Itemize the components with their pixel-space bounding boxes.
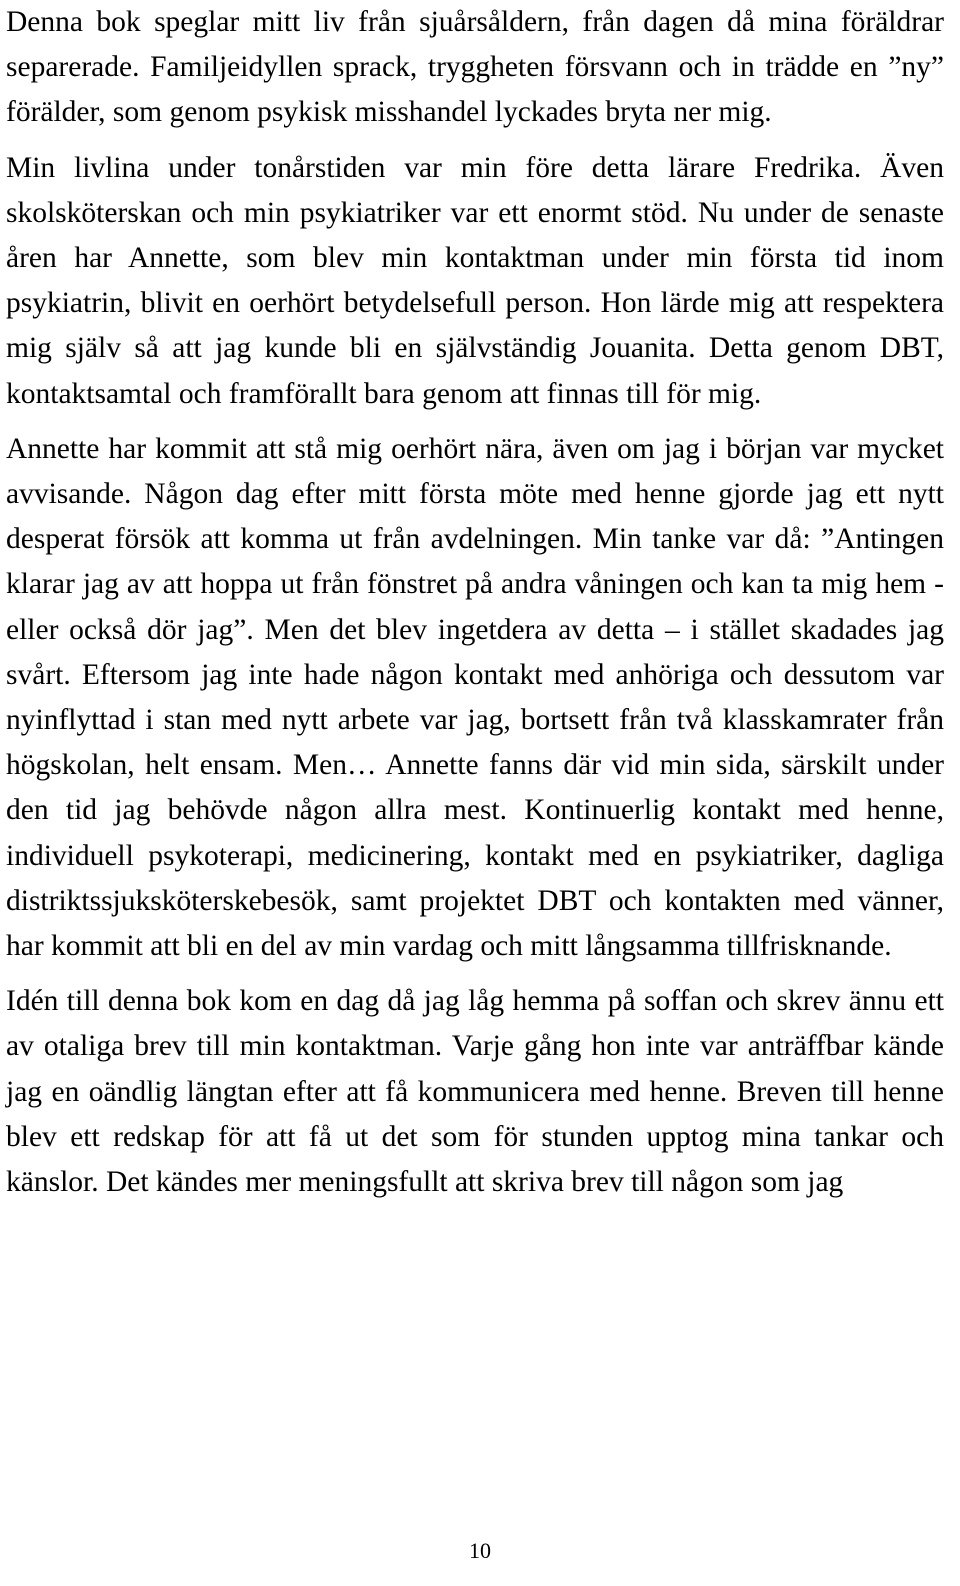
body-paragraph-1: Denna bok speglar mitt liv från sjuårsåldern, från dagen då mina föräldrar separerade. Familjeidyllen sprack, tryggheten försvann och in trädde en ”ny” förälder, som genom psykisk misshandel lyckades bryta ner mig. [6, 6, 944, 129]
document-page [6, 0, 944, 1205]
page-number: 10 [469, 1538, 491, 1563]
body-paragraph-3: Annette har kommit att stå mig oerhört nära, även om jag i början var mycket avvisande. Någon dag efter mitt första möte med henne gjorde jag ett nytt desperat försök att komma ut från avdelningen. Min tanke var då: ”Antingen klarar jag av att hoppa ut från fönstret på andra våningen och kan ta mig hem - eller också dör jag”. Men det blev ingetdera av detta – i stället skadades jag svårt. Eftersom jag inte hade någon kontakt med anhöriga och dessutom var nyinflyttad i stan med nytt arbete var jag, bortsett från två klasskamrater från högskolan, helt ensam. Men… Annette fanns där vid min sida, särskilt under den tid jag behövde någon allra mest. Kontinuerlig kontakt med henne, individuell psykoterapi, medicinering, kontakt med en psykiatriker, dagliga distriktssjuksköterskebesök, samt projektet DBT och kontakten med vänner, har kommit att bli en del av min vardag och mitt långsamma tillfrisknande. [6, 432, 944, 963]
body-paragraph-4: Idén till denna bok kom en dag då jag låg hemma på soffan och skrev ännu ett av otaliga brev till min kontaktman. Varje gång hon inte var anträffbar kände jag en oändlig längtan efter att få kommunicera med henne. Breven till henne blev ett redskap för att få ut det som för stunden upptog mina tankar och känslor. Det kändes mer meningsfullt att skriva brev till någon som jag [6, 985, 944, 1199]
body-paragraph-2: Min livlina under tonårstiden var min före detta lärare Fredrika. Även skolsköterskan och min psykiatriker var ett enormt stöd. Nu under de senaste åren har Annette, som blev min kontaktman under min första tid inom psykiatrin, blivit en oerhört betydelsefull person. Hon lärde mig att respektera mig själv så att jag kunde bli en självständig Jouanita. Detta genom DBT, kontaktsamtal och framförallt bara genom att finnas till för mig. [6, 151, 944, 410]
